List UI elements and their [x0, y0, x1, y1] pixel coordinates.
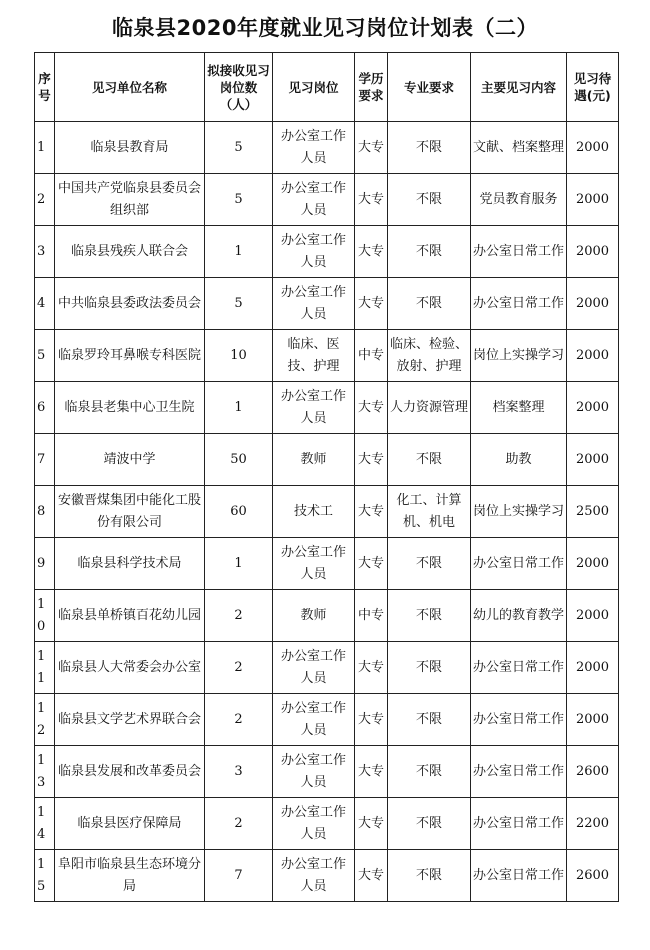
cell-position-count: 2: [205, 798, 273, 850]
cell-unit-name: 临泉县文学艺术界联合会: [55, 694, 205, 746]
cell-main-content: 岗位上实操学习: [471, 330, 567, 382]
cell-position-count: 3: [205, 746, 273, 798]
cell-seq: 15: [35, 850, 55, 902]
header-major: 专业要求: [388, 53, 471, 122]
table-row: [35, 174, 619, 226]
cell-position-count: 7: [205, 850, 273, 902]
cell-major-requirement: 人力资源管理: [388, 382, 471, 434]
header-count: 拟接收见习岗位数（人）: [205, 53, 273, 122]
cell-education: 大专: [355, 226, 388, 278]
cell-internship-post: 技术工: [273, 486, 355, 538]
cell-seq: 13: [35, 746, 55, 798]
header-edu: 学历要求: [355, 53, 388, 122]
cell-internship-post: 办公室工作人员: [273, 122, 355, 174]
cell-stipend: 2000: [567, 434, 619, 486]
cell-seq: 8: [35, 486, 55, 538]
cell-education: 大专: [355, 850, 388, 902]
cell-stipend: 2600: [567, 850, 619, 902]
cell-stipend: 2500: [567, 486, 619, 538]
cell-major-requirement: 不限: [388, 538, 471, 590]
cell-unit-name: 安徽晋煤集团中能化工股份有限公司: [55, 486, 205, 538]
table-row: [35, 382, 619, 434]
cell-unit-name: 临泉县科学技术局: [55, 538, 205, 590]
cell-main-content: 岗位上实操学习: [471, 486, 567, 538]
table-row: [35, 590, 619, 642]
table-row: [35, 850, 619, 902]
table-row: [35, 330, 619, 382]
cell-stipend: 2000: [567, 174, 619, 226]
cell-unit-name: 临泉县人大常委会办公室: [55, 642, 205, 694]
cell-main-content: 办公室日常工作: [471, 850, 567, 902]
cell-internship-post: 办公室工作人员: [273, 694, 355, 746]
header-pay: 见习待遇(元): [567, 53, 619, 122]
cell-main-content: 办公室日常工作: [471, 746, 567, 798]
cell-main-content: 办公室日常工作: [471, 694, 567, 746]
cell-internship-post: 办公室工作人员: [273, 746, 355, 798]
table-row: [35, 226, 619, 278]
cell-seq: 5: [35, 330, 55, 382]
cell-education: 大专: [355, 798, 388, 850]
cell-major-requirement: 不限: [388, 122, 471, 174]
cell-unit-name: 临泉县单桥镇百花幼儿园: [55, 590, 205, 642]
cell-position-count: 2: [205, 694, 273, 746]
cell-major-requirement: 不限: [388, 694, 471, 746]
table-row: [35, 486, 619, 538]
cell-position-count: 60: [205, 486, 273, 538]
cell-internship-post: 临床、医技、护理: [273, 330, 355, 382]
cell-major-requirement: 不限: [388, 850, 471, 902]
cell-education: 大专: [355, 642, 388, 694]
cell-major-requirement: 不限: [388, 590, 471, 642]
cell-unit-name: 靖波中学: [55, 434, 205, 486]
cell-position-count: 1: [205, 382, 273, 434]
cell-seq: 6: [35, 382, 55, 434]
cell-unit-name: 临泉县残疾人联合会: [55, 226, 205, 278]
cell-seq: 1: [35, 122, 55, 174]
cell-major-requirement: 不限: [388, 434, 471, 486]
table-row: [35, 746, 619, 798]
table-row: [35, 122, 619, 174]
table-row: [35, 642, 619, 694]
cell-education: 大专: [355, 122, 388, 174]
cell-position-count: 10: [205, 330, 273, 382]
cell-major-requirement: 不限: [388, 746, 471, 798]
cell-seq: 2: [35, 174, 55, 226]
table-row: [35, 434, 619, 486]
cell-position-count: 5: [205, 278, 273, 330]
cell-unit-name: 中共临泉县委政法委员会: [55, 278, 205, 330]
table-row: [35, 694, 619, 746]
cell-unit-name: 临泉县医疗保障局: [55, 798, 205, 850]
cell-stipend: 2000: [567, 226, 619, 278]
cell-stipend: 2000: [567, 694, 619, 746]
cell-position-count: 2: [205, 590, 273, 642]
cell-main-content: 档案整理: [471, 382, 567, 434]
cell-position-count: 50: [205, 434, 273, 486]
header-unit: 见习单位名称: [55, 53, 205, 122]
cell-main-content: 办公室日常工作: [471, 798, 567, 850]
cell-internship-post: 办公室工作人员: [273, 174, 355, 226]
cell-stipend: 2000: [567, 538, 619, 590]
cell-education: 大专: [355, 278, 388, 330]
cell-internship-post: 教师: [273, 434, 355, 486]
cell-stipend: 2000: [567, 382, 619, 434]
cell-stipend: 2000: [567, 122, 619, 174]
cell-education: 大专: [355, 694, 388, 746]
cell-main-content: 办公室日常工作: [471, 538, 567, 590]
cell-main-content: 助教: [471, 434, 567, 486]
cell-major-requirement: 不限: [388, 642, 471, 694]
cell-position-count: 1: [205, 226, 273, 278]
cell-education: 大专: [355, 434, 388, 486]
cell-position-count: 5: [205, 122, 273, 174]
cell-internship-post: 教师: [273, 590, 355, 642]
cell-major-requirement: 不限: [388, 278, 471, 330]
cell-education: 中专: [355, 590, 388, 642]
cell-education: 大专: [355, 538, 388, 590]
internship-plan-table: [34, 52, 619, 902]
cell-unit-name: 临泉县发展和改革委员会: [55, 746, 205, 798]
cell-main-content: 党员教育服务: [471, 174, 567, 226]
cell-internship-post: 办公室工作人员: [273, 538, 355, 590]
cell-position-count: 1: [205, 538, 273, 590]
cell-stipend: 2000: [567, 278, 619, 330]
cell-position-count: 2: [205, 642, 273, 694]
cell-unit-name: 中国共产党临泉县委员会组织部: [55, 174, 205, 226]
table-row: [35, 798, 619, 850]
cell-major-requirement: 临床、检验、放射、护理: [388, 330, 471, 382]
cell-major-requirement: 不限: [388, 226, 471, 278]
cell-unit-name: 阜阳市临泉县生态环境分局: [55, 850, 205, 902]
cell-unit-name: 临泉罗玲耳鼻喉专科医院: [55, 330, 205, 382]
cell-seq: 10: [35, 590, 55, 642]
table-body: [35, 122, 619, 902]
header-post: 见习岗位: [273, 53, 355, 122]
cell-stipend: 2200: [567, 798, 619, 850]
cell-seq: 12: [35, 694, 55, 746]
cell-stipend: 2000: [567, 330, 619, 382]
cell-education: 大专: [355, 486, 388, 538]
document-title: 临泉县2020年度就业见习岗位计划表（二）: [112, 16, 538, 40]
cell-unit-name: 临泉县教育局: [55, 122, 205, 174]
cell-main-content: 文献、档案整理: [471, 122, 567, 174]
cell-major-requirement: 化工、计算机、机电: [388, 486, 471, 538]
cell-seq: 3: [35, 226, 55, 278]
cell-stipend: 2000: [567, 590, 619, 642]
cell-internship-post: 办公室工作人员: [273, 850, 355, 902]
table-row: [35, 278, 619, 330]
cell-stipend: 2000: [567, 642, 619, 694]
header-content: 主要见习内容: [471, 53, 567, 122]
cell-main-content: 幼儿的教育教学: [471, 590, 567, 642]
cell-main-content: 办公室日常工作: [471, 642, 567, 694]
cell-seq: 11: [35, 642, 55, 694]
cell-education: 大专: [355, 746, 388, 798]
cell-seq: 9: [35, 538, 55, 590]
table-header-row: [35, 53, 619, 122]
cell-education: 中专: [355, 330, 388, 382]
cell-internship-post: 办公室工作人员: [273, 382, 355, 434]
cell-major-requirement: 不限: [388, 798, 471, 850]
cell-education: 大专: [355, 174, 388, 226]
cell-unit-name: 临泉县老集中心卫生院: [55, 382, 205, 434]
cell-internship-post: 办公室工作人员: [273, 642, 355, 694]
table-row: [35, 538, 619, 590]
cell-main-content: 办公室日常工作: [471, 226, 567, 278]
header-seq: 序号: [35, 53, 55, 122]
cell-major-requirement: 不限: [388, 174, 471, 226]
cell-internship-post: 办公室工作人员: [273, 278, 355, 330]
cell-position-count: 5: [205, 174, 273, 226]
cell-seq: 14: [35, 798, 55, 850]
cell-internship-post: 办公室工作人员: [273, 798, 355, 850]
cell-main-content: 办公室日常工作: [471, 278, 567, 330]
cell-stipend: 2600: [567, 746, 619, 798]
cell-seq: 4: [35, 278, 55, 330]
cell-education: 大专: [355, 382, 388, 434]
cell-seq: 7: [35, 434, 55, 486]
cell-internship-post: 办公室工作人员: [273, 226, 355, 278]
